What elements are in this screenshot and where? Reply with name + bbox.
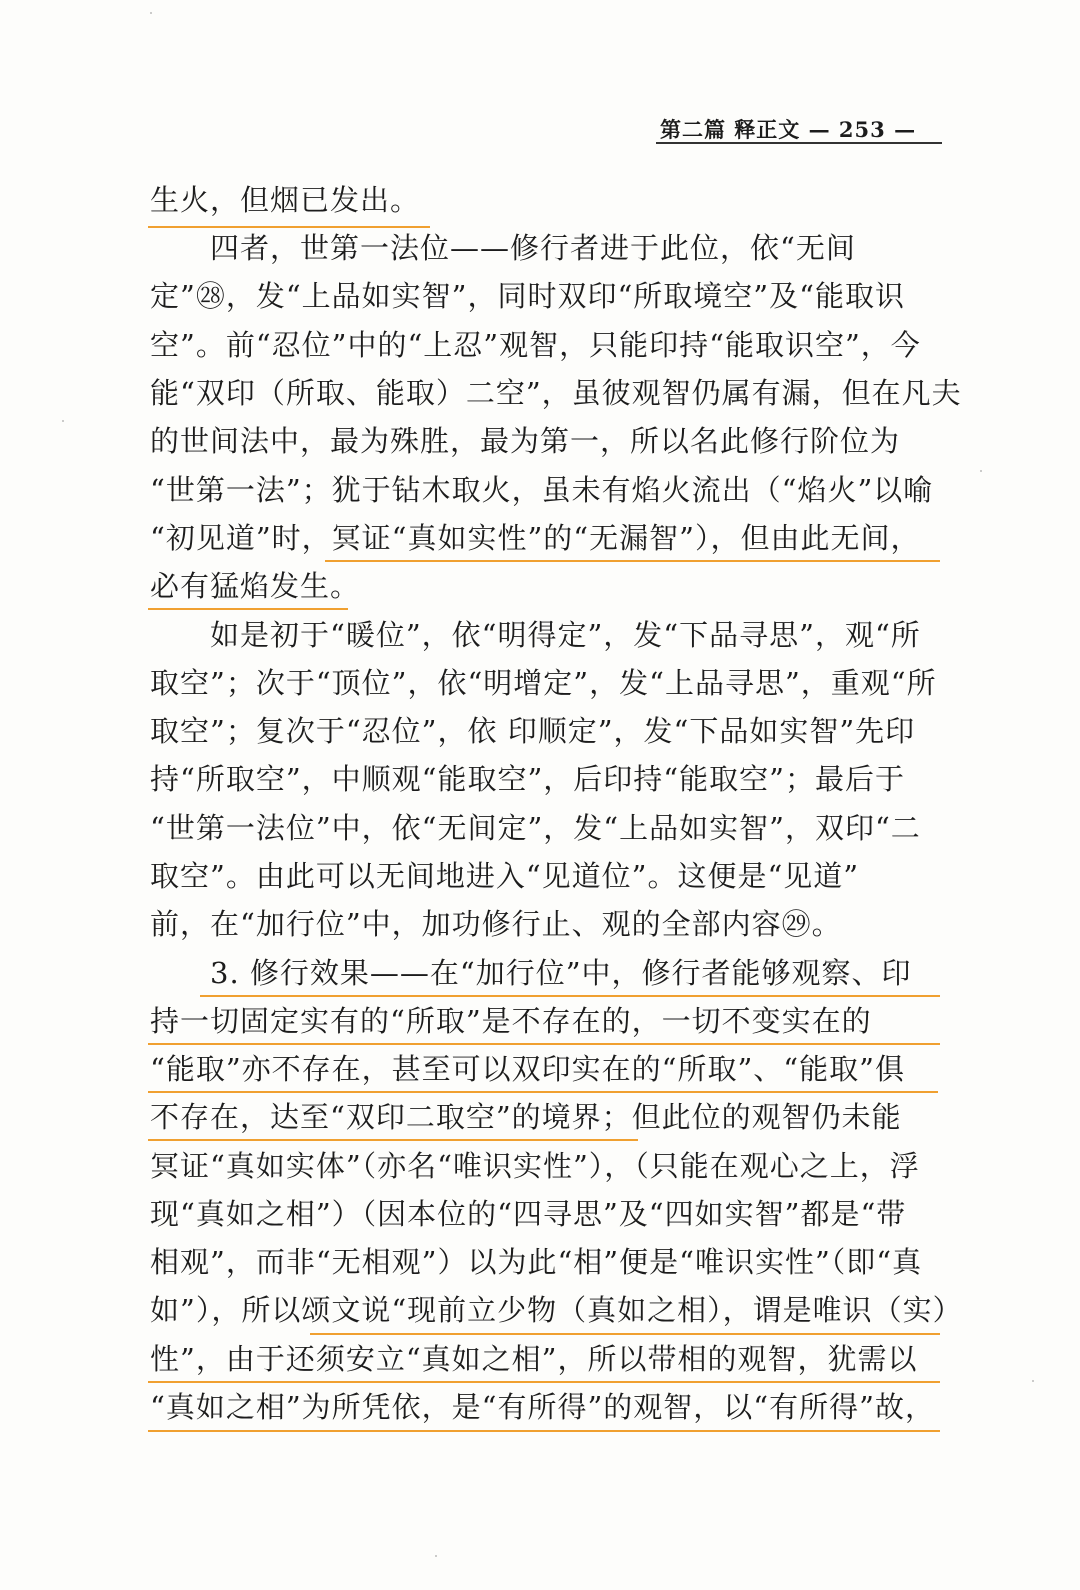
highlight-underline <box>148 226 430 228</box>
scan-speck <box>1032 1380 1034 1382</box>
scan-speck <box>435 1555 437 1557</box>
text-line: 生火，但烟已发出。 <box>150 183 421 217</box>
highlight-underline <box>148 608 348 610</box>
scan-speck <box>980 470 982 472</box>
text-line: 取空”。由此可以无间地进入“见道位”。这便是“见道” <box>150 859 860 893</box>
scan-speck <box>150 12 152 14</box>
text-line: “世第一法”；犹于钻木取火，虽未有焰火流出（“焰火”以喻 <box>150 473 934 507</box>
text-line: 如是初于“暖位”，依“明得定”，发“下品寻思”，观“所 <box>150 618 921 652</box>
text-line: 空”。前“忍位”中的“上忍”观智，只能印持“能取识空”，今 <box>150 328 921 362</box>
text-line: 现“真如之相”）（因本位的“四寻思”及“四如实智”都是“带 <box>150 1197 907 1231</box>
text-line: 能“双印（所取、能取）二空”，虽彼观智仍属有漏，但在凡夫 <box>150 376 962 410</box>
text-line: “真如之相”为所凭依，是“有所得”的观智，以“有所得”故， <box>150 1390 935 1424</box>
highlight-underline <box>148 1381 940 1383</box>
text-line: 不存在，达至“双印二取空”的境界；但此位的观智仍未能 <box>150 1100 902 1134</box>
highlight-underline <box>148 1043 940 1045</box>
text-line: 性”，由于还须安立“真如之相”，所以带相的观智，犹需以 <box>150 1342 918 1376</box>
text-line: 四者，世第一法位——修行者进于此位，依“无间 <box>150 231 856 265</box>
highlight-underline <box>148 1430 940 1432</box>
text-line: “初见道”时，冥证“真如实性”的“无漏智”），但由此无间， <box>150 521 921 555</box>
text-line: 持“所取空”，中顺观“能取空”，后印持“能取空”；最后于 <box>150 762 905 796</box>
text-line: 取空”；次于“顶位”，依“明增定”，发“上品寻思”，重观“所 <box>150 666 937 700</box>
highlight-underline <box>310 1333 940 1335</box>
text-line: 持一切固定实有的“所取”是不存在的，一切不变实在的 <box>150 1004 872 1038</box>
text-line: “能取”亦不存在，甚至可以双印实在的“所取”、“能取”俱 <box>150 1052 905 1086</box>
text-line: 前，在“加行位”中，加功修行止、观的全部内容㉙。 <box>150 907 842 941</box>
highlight-underline <box>325 560 940 562</box>
text-line: 相观”，而非“无相观”）以为此“相”便是“唯识实性”（即“真 <box>150 1245 923 1279</box>
text-line: 定”㉘，发“上品如实智”，同时双印“所取境空”及“能取识 <box>150 279 905 313</box>
header-rule <box>656 142 942 144</box>
text-line: 必有猛焰发生。 <box>150 569 361 603</box>
text-line: 如”），所以颂文说“现前立少物（真如之相），谓是唯识（实） <box>150 1293 963 1327</box>
text-line: 取空”；复次于“忍位”，依 印顺定”，发“下品如实智”先印 <box>150 714 916 748</box>
text-line: 3. 修行效果——在“加行位”中，修行者能够观察、印 <box>150 956 912 990</box>
text-line: “世第一法位”中，依“无间定”，发“上品如实智”，双印“二 <box>150 811 921 845</box>
text-line: 的世间法中，最为殊胜，最为第一，所以名此修行阶位为 <box>150 424 901 458</box>
running-header: 第二篇 释正文 — 253 — <box>660 117 917 142</box>
highlight-underline <box>148 1139 638 1141</box>
highlight-underline <box>200 995 940 997</box>
scan-speck <box>62 420 64 422</box>
text-line: 冥证“真如实体”（亦名“唯识实性”），（只能在观心之上，浮 <box>150 1149 920 1183</box>
highlight-underline <box>148 1091 938 1093</box>
